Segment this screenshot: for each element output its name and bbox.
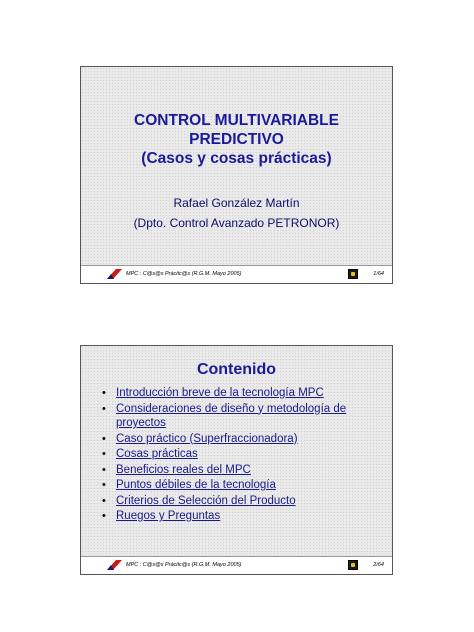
- slide-footer: [81, 556, 392, 574]
- title-line-2: PREDICTIVO: [189, 131, 284, 148]
- contents-link-8[interactable]: Ruegos y Preguntas: [116, 510, 221, 522]
- title-line-1: CONTROL MULTIVARIABLE: [134, 112, 339, 129]
- badge-icon: [348, 560, 358, 570]
- list-item: [101, 509, 386, 524]
- list-item: [101, 432, 386, 447]
- contents-link-6[interactable]: Puntos débiles de la tecnología: [116, 479, 276, 491]
- author-block: [81, 193, 392, 233]
- list-item: [101, 478, 386, 493]
- footer-text: MPC : C@s@s Prácitc@s (R.G.M. Mayo 2005): [126, 562, 242, 568]
- footer-text: MPC : C@s@s Prácitc@s (R.G.M. Mayo 2005): [126, 271, 242, 277]
- page-number: 2/64: [373, 562, 384, 568]
- contents-heading: Contenido: [196, 361, 277, 378]
- slide-1: [80, 66, 393, 284]
- contents-link-2[interactable]: Consideraciones de diseño y metodología de proyectos: [116, 402, 347, 429]
- contents-link-7[interactable]: Criterios de Selección del Producto: [116, 494, 296, 507]
- slide-2: [80, 345, 393, 575]
- list-item: [101, 494, 386, 509]
- author-affiliation: (Dpto. Control Avanzado PETRONOR): [133, 216, 340, 230]
- contents-link-1[interactable]: Introducción breve de la tecnología MPC: [116, 387, 324, 399]
- list-item: [101, 447, 386, 462]
- slide-title: [81, 111, 392, 168]
- badge-icon: [348, 269, 358, 279]
- page-number: 1/64: [373, 271, 384, 277]
- contents-link-4[interactable]: Cosas prácticas: [116, 448, 198, 460]
- list-item: [101, 386, 386, 401]
- company-logo-icon: [107, 269, 122, 279]
- list-item: [101, 463, 386, 478]
- title-line-3: (Casos y cosas prácticas): [141, 150, 332, 167]
- contents-link-3[interactable]: Caso práctico (Superfraccionadora): [116, 432, 298, 445]
- contents-link-5[interactable]: Beneficios reales del MPC: [116, 463, 251, 476]
- company-logo-icon: [107, 560, 122, 570]
- author-name: Rafael González Martín: [173, 196, 300, 210]
- contents-list: [101, 386, 386, 525]
- list-item: [101, 402, 386, 431]
- slide-footer: [81, 265, 392, 283]
